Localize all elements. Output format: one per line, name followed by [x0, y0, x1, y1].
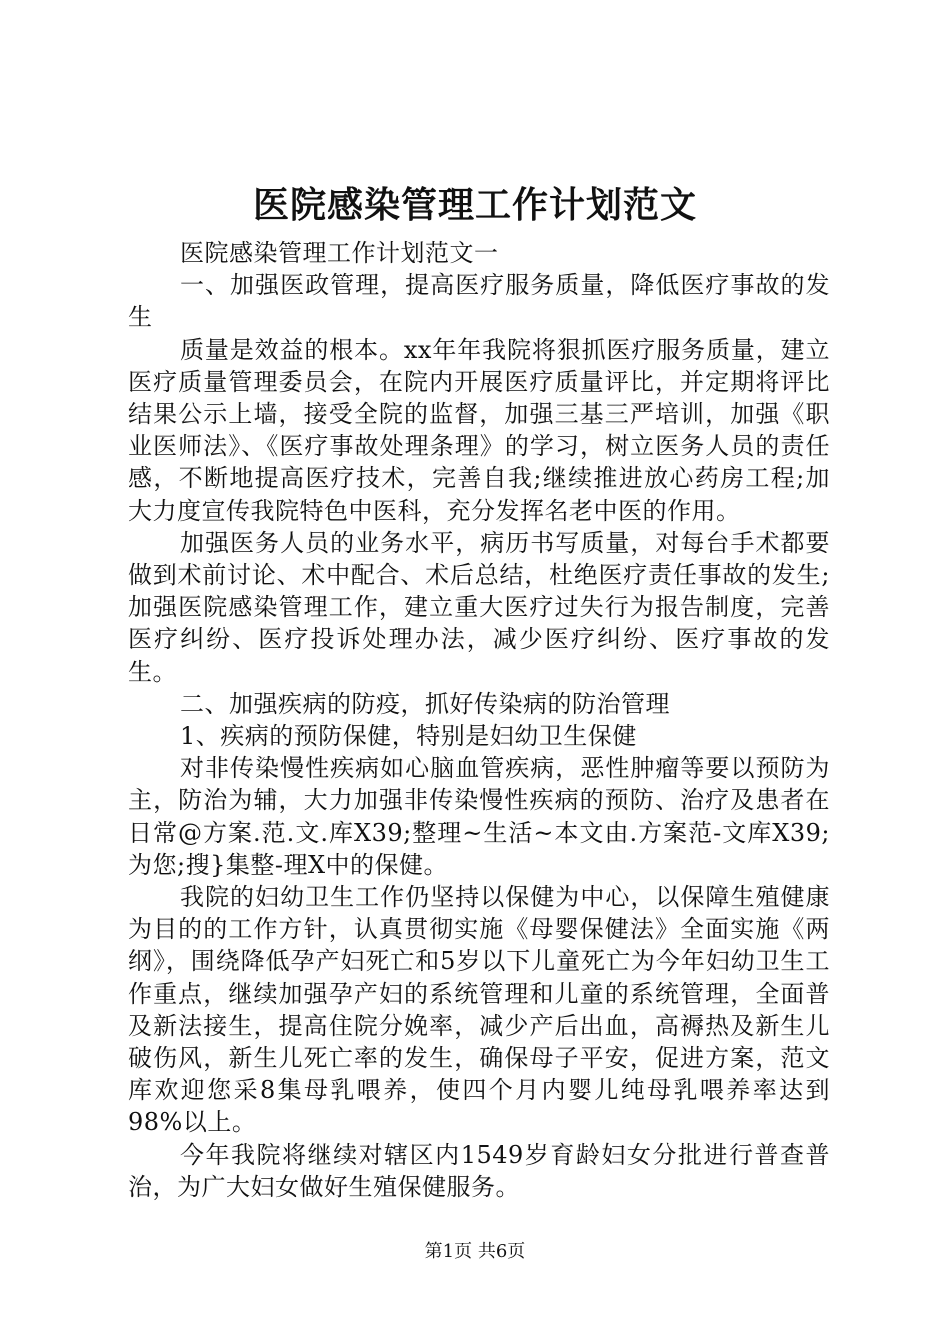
paragraph: 加强医务人员的业务水平，病历书写质量，对每台手术都要做到术前讨论、术中配合、术后总结，杜绝医疗责任事故的发生;加强医院感染管理工作，建立重大医疗过失行为报告制度，完善医疗纠纷、医疗投诉处理办法，减少医疗纠纷、医疗事故的发生。	[128, 528, 830, 686]
paragraph-subtitle: 医院感染管理工作计划范文一	[180, 239, 499, 267]
page-number: 第1页 共6页	[424, 1241, 526, 1262]
paragraph: 今年我院将继续对辖区内1549岁育龄妇女分批进行普查普治，为广大妇女做好生殖保健服务。	[128, 1140, 830, 1201]
paragraph-section-heading-1: 一、加强医政管理，提高医疗服务质量，降低医疗事故的发生	[128, 271, 830, 332]
paragraph: 我院的妇幼卫生工作仍坚持以保健为中心，以保障生殖健康为目的的工作方针，认真贯彻实施《母婴保健法》全面实施《两纲》，围绕降低孕产妇死亡和5岁以下儿童死亡为今年妇幼卫生工作重点，继续加强孕产妇的系统管理和儿童的系统管理，全面普及新法接生，提高住院分娩率，减少产后出血，高褥热及新生儿破伤风，新生儿死亡率的发生，确保母子平安，促进方案，范文库欢迎您采8集母乳喂养，使四个月内婴儿纯母乳喂养率达到98%以上。	[128, 883, 830, 1137]
paragraph: 对非传染慢性疾病如心脑血管疾病，恶性肿瘤等要以预防为主，防治为辅，大力加强非传染慢性疾病的预防、治疗及患者在日常@方案.范.文.库X39;整理~生活~本文由.方案范-文库X39;为您;搜}集整-理X中的保健。	[128, 754, 830, 879]
document-body	[128, 237, 830, 1203]
document-title: 医院感染管理工作计划范文	[252, 184, 697, 226]
paragraph-section-heading-2: 二、加强疾病的防疫，抓好传染病的防治管理	[180, 689, 670, 718]
paragraph-subheading-1: 1、疾病的预防保健，特别是妇幼卫生保健	[180, 722, 637, 751]
paragraph: 质量是效益的根本。xx年年我院将狠抓医疗服务质量，建立医疗质量管理委员会，在院内开展医疗质量评比，并定期将评比结果公示上墙，接受全院的监督，加强三基三严培训，加强《职业医师法》、《医疗事故处理条理》的学习，树立医务人员的责任感，不断地提高医疗技术，完善自我;继续推进放心药房工程;加大力度宣传我院特色中医科，充分发挥名老中医的作用。	[128, 335, 830, 525]
